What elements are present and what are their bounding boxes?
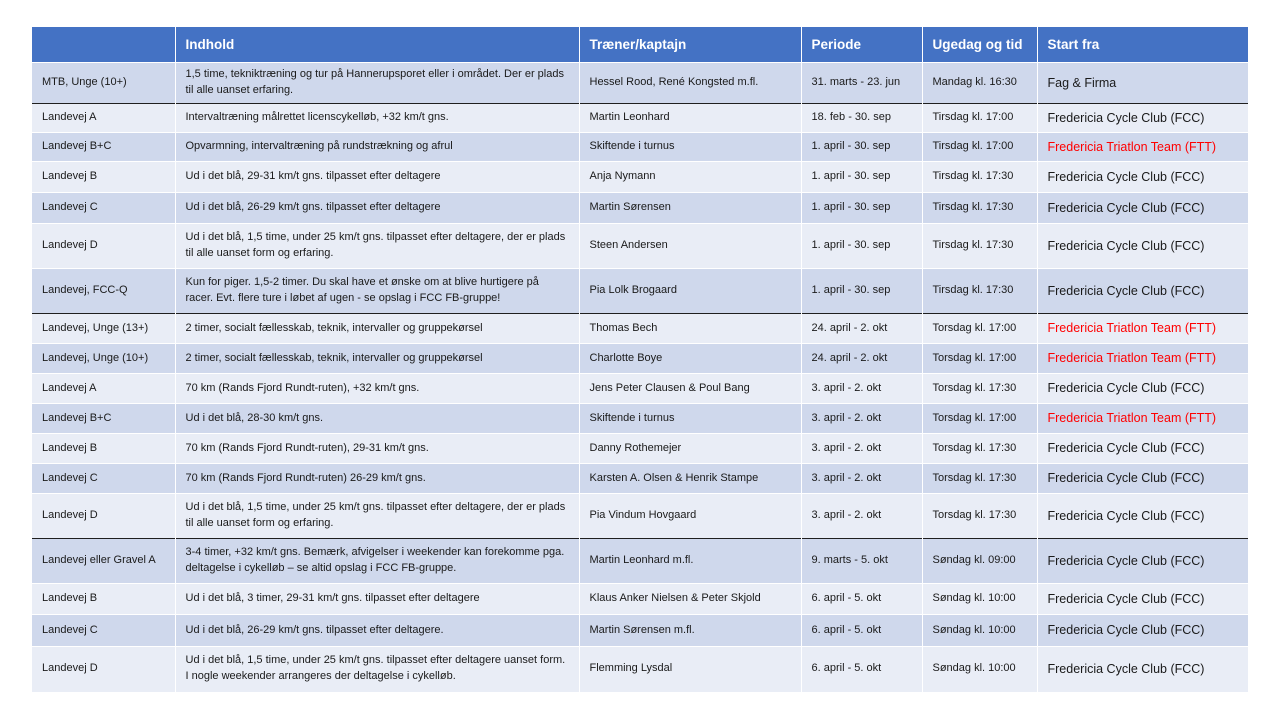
content-cell: Ud i det blå, 26-29 km/t gns. tilpasset efter deltagere bbox=[175, 193, 579, 224]
period-cell: 6. april - 5. okt bbox=[801, 647, 922, 692]
table-row bbox=[32, 193, 1248, 224]
day-time-cell: Søndag kl. 10:00 bbox=[922, 615, 1037, 647]
header-trainer: Træner/kaptajn bbox=[579, 27, 801, 63]
header-team bbox=[32, 27, 175, 63]
day-time-cell: Torsdag kl. 17:30 bbox=[922, 434, 1037, 464]
period-cell: 3. april - 2. okt bbox=[801, 374, 922, 404]
team-cell: Landevej B bbox=[32, 584, 175, 615]
period-cell: 18. feb - 30. sep bbox=[801, 104, 922, 133]
trainer-cell: Skiftende i turnus bbox=[579, 133, 801, 162]
period-cell: 3. april - 2. okt bbox=[801, 494, 922, 539]
day-time-cell: Torsdag kl. 17:00 bbox=[922, 314, 1037, 344]
trainer-cell: Karsten A. Olsen & Henrik Stampe bbox=[579, 464, 801, 494]
start-cell: Fredericia Triatlon Team (FTT) bbox=[1037, 133, 1248, 162]
team-cell: Landevej, Unge (10+) bbox=[32, 344, 175, 374]
header-row bbox=[32, 27, 1248, 63]
period-cell: 3. april - 2. okt bbox=[801, 404, 922, 434]
start-cell: Fredericia Cycle Club (FCC) bbox=[1037, 224, 1248, 269]
team-cell: Landevej C bbox=[32, 193, 175, 224]
content-cell: Ud i det blå, 1,5 time, under 25 km/t gns. tilpasset efter deltagere uanset form. I nogle weekender arrangeres der deltagelse i cykelløb. bbox=[175, 647, 579, 692]
day-time-cell: Tirsdag kl. 17:30 bbox=[922, 193, 1037, 224]
content-cell: Kun for piger. 1,5-2 timer. Du skal have et ønske om at blive hurtigere på racer. Evt. flere ture i løbet af ugen - se opslag i FCC FB-gruppe! bbox=[175, 269, 579, 314]
day-time-cell: Tirsdag kl. 17:30 bbox=[922, 269, 1037, 314]
content-cell: 2 timer, socialt fællesskab, teknik, intervaller og gruppekørsel bbox=[175, 314, 579, 344]
table-row bbox=[32, 494, 1248, 539]
table-row bbox=[32, 63, 1248, 104]
start-cell: Fredericia Cycle Club (FCC) bbox=[1037, 584, 1248, 615]
period-cell: 1. april - 30. sep bbox=[801, 162, 922, 193]
table-row bbox=[32, 584, 1248, 615]
team-cell: Landevej D bbox=[32, 647, 175, 692]
trainer-cell: Skiftende i turnus bbox=[579, 404, 801, 434]
day-time-cell: Tirsdag kl. 17:30 bbox=[922, 162, 1037, 193]
content-cell: 70 km (Rands Fjord Rundt-ruten), +32 km/t gns. bbox=[175, 374, 579, 404]
team-cell: Landevej B bbox=[32, 434, 175, 464]
table-row bbox=[32, 162, 1248, 193]
table-row bbox=[32, 314, 1248, 344]
day-time-cell: Torsdag kl. 17:30 bbox=[922, 494, 1037, 539]
team-cell: Landevej C bbox=[32, 615, 175, 647]
start-cell: Fredericia Cycle Club (FCC) bbox=[1037, 494, 1248, 539]
header-content: Indhold bbox=[175, 27, 579, 63]
table-row bbox=[32, 133, 1248, 162]
table-row bbox=[32, 434, 1248, 464]
team-cell: Landevej D bbox=[32, 494, 175, 539]
day-time-cell: Torsdag kl. 17:30 bbox=[922, 374, 1037, 404]
trainer-cell: Hessel Rood, René Kongsted m.fl. bbox=[579, 63, 801, 104]
trainer-cell: Danny Rothemejer bbox=[579, 434, 801, 464]
table-row bbox=[32, 104, 1248, 133]
team-cell: Landevej, Unge (13+) bbox=[32, 314, 175, 344]
content-cell: 1,5 time, tekniktræning og tur på Hannerupsporet eller i området. Der er plads til alle uanset erfaring. bbox=[175, 63, 579, 104]
period-cell: 1. april - 30. sep bbox=[801, 224, 922, 269]
start-cell: Fredericia Triatlon Team (FTT) bbox=[1037, 404, 1248, 434]
team-cell: Landevej C bbox=[32, 464, 175, 494]
day-time-cell: Torsdag kl. 17:30 bbox=[922, 464, 1037, 494]
table-row bbox=[32, 464, 1248, 494]
table-row bbox=[32, 647, 1248, 692]
day-time-cell: Torsdag kl. 17:00 bbox=[922, 344, 1037, 374]
trainer-cell: Martin Sørensen bbox=[579, 193, 801, 224]
trainer-cell: Pia Vindum Hovgaard bbox=[579, 494, 801, 539]
content-cell: Opvarmning, intervaltræning på rundstrækning og afrul bbox=[175, 133, 579, 162]
day-time-cell: Tirsdag kl. 17:00 bbox=[922, 133, 1037, 162]
header-start: Start fra bbox=[1037, 27, 1248, 63]
period-cell: 3. april - 2. okt bbox=[801, 464, 922, 494]
content-cell: Ud i det blå, 1,5 time, under 25 km/t gns. tilpasset efter deltagere, der er plads til alle uanset form og erfaring. bbox=[175, 224, 579, 269]
day-time-cell: Torsdag kl. 17:00 bbox=[922, 404, 1037, 434]
start-cell: Fredericia Cycle Club (FCC) bbox=[1037, 374, 1248, 404]
start-cell: Fag & Firma bbox=[1037, 63, 1248, 104]
start-cell: Fredericia Cycle Club (FCC) bbox=[1037, 539, 1248, 584]
period-cell: 3. april - 2. okt bbox=[801, 434, 922, 464]
start-cell: Fredericia Triatlon Team (FTT) bbox=[1037, 344, 1248, 374]
table-row bbox=[32, 615, 1248, 647]
team-cell: Landevej D bbox=[32, 224, 175, 269]
table-row bbox=[32, 404, 1248, 434]
period-cell: 6. april - 5. okt bbox=[801, 615, 922, 647]
trainer-cell: Anja Nymann bbox=[579, 162, 801, 193]
start-cell: Fredericia Cycle Club (FCC) bbox=[1037, 162, 1248, 193]
day-time-cell: Søndag kl. 10:00 bbox=[922, 584, 1037, 615]
table-row bbox=[32, 269, 1248, 314]
day-time-cell: Søndag kl. 09:00 bbox=[922, 539, 1037, 584]
trainer-cell: Charlotte Boye bbox=[579, 344, 801, 374]
trainer-cell: Martin Leonhard m.fl. bbox=[579, 539, 801, 584]
content-cell: 2 timer, socialt fællesskab, teknik, intervaller og gruppekørsel bbox=[175, 344, 579, 374]
period-cell: 24. april - 2. okt bbox=[801, 344, 922, 374]
day-time-cell: Mandag kl. 16:30 bbox=[922, 63, 1037, 104]
trainer-cell: Klaus Anker Nielsen & Peter Skjold bbox=[579, 584, 801, 615]
day-time-cell: Tirsdag kl. 17:30 bbox=[922, 224, 1037, 269]
content-cell: Ud i det blå, 26-29 km/t gns. tilpasset efter deltagere. bbox=[175, 615, 579, 647]
header-day-time: Ugedag og tid bbox=[922, 27, 1037, 63]
trainer-cell: Martin Leonhard bbox=[579, 104, 801, 133]
trainer-cell: Martin Sørensen m.fl. bbox=[579, 615, 801, 647]
content-cell: 3-4 timer, +32 km/t gns. Bemærk, afvigelser i weekender kan forekomme pga. deltagelse i cykelløb – se altid opslag i FCC FB-gruppe. bbox=[175, 539, 579, 584]
content-cell: Intervaltræning målrettet licenscykelløb, +32 km/t gns. bbox=[175, 104, 579, 133]
table-row bbox=[32, 224, 1248, 269]
table-row bbox=[32, 539, 1248, 584]
team-cell: Landevej A bbox=[32, 374, 175, 404]
start-cell: Fredericia Cycle Club (FCC) bbox=[1037, 104, 1248, 133]
trainer-cell: Pia Lolk Brogaard bbox=[579, 269, 801, 314]
team-cell: Landevej A bbox=[32, 104, 175, 133]
period-cell: 1. april - 30. sep bbox=[801, 193, 922, 224]
table-row bbox=[32, 344, 1248, 374]
start-cell: Fredericia Cycle Club (FCC) bbox=[1037, 615, 1248, 647]
start-cell: Fredericia Cycle Club (FCC) bbox=[1037, 647, 1248, 692]
content-cell: 70 km (Rands Fjord Rundt-ruten) 26-29 km/t gns. bbox=[175, 464, 579, 494]
start-cell: Fredericia Cycle Club (FCC) bbox=[1037, 193, 1248, 224]
start-cell: Fredericia Cycle Club (FCC) bbox=[1037, 464, 1248, 494]
day-time-cell: Tirsdag kl. 17:00 bbox=[922, 104, 1037, 133]
period-cell: 1. april - 30. sep bbox=[801, 269, 922, 314]
trainer-cell: Jens Peter Clausen & Poul Bang bbox=[579, 374, 801, 404]
team-cell: Landevej B+C bbox=[32, 133, 175, 162]
training-schedule-table bbox=[32, 27, 1249, 692]
start-cell: Fredericia Cycle Club (FCC) bbox=[1037, 434, 1248, 464]
day-time-cell: Søndag kl. 10:00 bbox=[922, 647, 1037, 692]
team-cell: Landevej B+C bbox=[32, 404, 175, 434]
team-cell: Landevej eller Gravel A bbox=[32, 539, 175, 584]
content-cell: Ud i det blå, 3 timer, 29-31 km/t gns. tilpasset efter deltagere bbox=[175, 584, 579, 615]
trainer-cell: Flemming Lysdal bbox=[579, 647, 801, 692]
period-cell: 24. april - 2. okt bbox=[801, 314, 922, 344]
table-row bbox=[32, 374, 1248, 404]
content-cell: Ud i det blå, 28-30 km/t gns. bbox=[175, 404, 579, 434]
header-period: Periode bbox=[801, 27, 922, 63]
period-cell: 31. marts - 23. jun bbox=[801, 63, 922, 104]
content-cell: Ud i det blå, 29-31 km/t gns. tilpasset efter deltagere bbox=[175, 162, 579, 193]
team-cell: Landevej, FCC-Q bbox=[32, 269, 175, 314]
period-cell: 1. april - 30. sep bbox=[801, 133, 922, 162]
schedule-body bbox=[32, 63, 1248, 692]
trainer-cell: Thomas Bech bbox=[579, 314, 801, 344]
trainer-cell: Steen Andersen bbox=[579, 224, 801, 269]
team-cell: MTB, Unge (10+) bbox=[32, 63, 175, 104]
period-cell: 9. marts - 5. okt bbox=[801, 539, 922, 584]
content-cell: 70 km (Rands Fjord Rundt-ruten), 29-31 km/t gns. bbox=[175, 434, 579, 464]
team-cell: Landevej B bbox=[32, 162, 175, 193]
start-cell: Fredericia Triatlon Team (FTT) bbox=[1037, 314, 1248, 344]
start-cell: Fredericia Cycle Club (FCC) bbox=[1037, 269, 1248, 314]
content-cell: Ud i det blå, 1,5 time, under 25 km/t gns. tilpasset efter deltagere, der er plads til alle uanset form og erfaring. bbox=[175, 494, 579, 539]
period-cell: 6. april - 5. okt bbox=[801, 584, 922, 615]
